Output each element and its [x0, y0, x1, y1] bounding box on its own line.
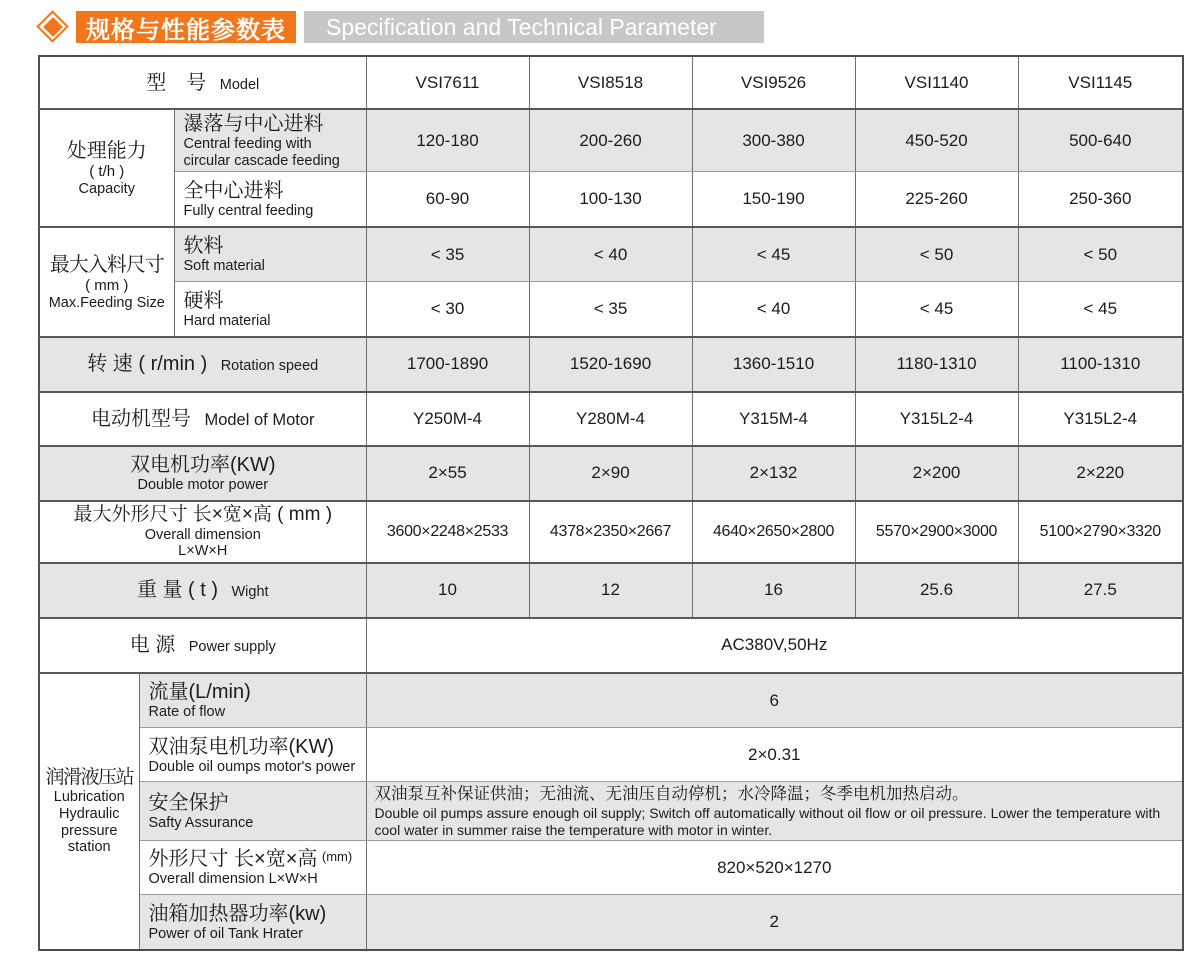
- value-cell: [855, 109, 1018, 172]
- pump-power-label: [139, 728, 366, 782]
- value-cell: [529, 501, 692, 563]
- cascade-label-zh: 瀑落与中心进料: [183, 113, 324, 135]
- lub-dim-label: [139, 841, 366, 895]
- weight-label-en: Wight: [231, 584, 269, 601]
- feeding-group-label: [39, 227, 174, 337]
- hard-label-en: Hard material: [183, 312, 271, 329]
- value-cell: [529, 282, 692, 337]
- model-name: VSI1140: [904, 72, 969, 92]
- row-capacity-cascade: [39, 109, 1183, 172]
- heater-label: [139, 895, 366, 950]
- flow-label-en: Rate of flow: [148, 704, 226, 721]
- motor-power-label-en: Double motor power: [137, 477, 269, 493]
- model-label-zh: 型 号: [146, 71, 207, 94]
- cascade-label-en1: Central feeding with: [183, 136, 312, 152]
- soft-value: < 50: [1083, 244, 1118, 264]
- value-cell: [366, 563, 529, 618]
- model-name: VSI9526: [740, 72, 807, 92]
- row-model: [39, 56, 1183, 109]
- lub-dim-label-unit: (mm): [321, 849, 353, 865]
- rotation-value: 1100-1310: [1060, 354, 1141, 374]
- value-cell: [1018, 282, 1183, 337]
- row-weight: [39, 563, 1183, 618]
- row-lub-heater: [39, 895, 1183, 950]
- value-cell: [855, 392, 1018, 446]
- lub-dim-label-en: Overall dimension L×W×H: [148, 871, 318, 888]
- capacity-unit: ( t/h ): [89, 162, 125, 180]
- hard-value: < 40: [756, 299, 791, 319]
- value-cell: [529, 337, 692, 392]
- value-cell: [855, 172, 1018, 227]
- soft-label-zh: 软料: [183, 235, 224, 258]
- overall-dim-label-en2: L×W×H: [178, 543, 228, 560]
- row-rotation-speed: [39, 337, 1183, 392]
- flow-value-cell: [366, 673, 1183, 728]
- value-cell: [692, 172, 855, 227]
- heater-label-zh: 油箱加热器功率(kw): [148, 902, 327, 925]
- motor-model-value: Y315L2-4: [899, 408, 974, 428]
- motor-power-value: 2×90: [591, 463, 630, 483]
- row-capacity-central: [39, 172, 1183, 227]
- value-cell: [366, 392, 529, 446]
- value-cell: [529, 446, 692, 501]
- row-feeding-soft: [39, 227, 1183, 282]
- safety-label-zh: 安全保护: [148, 791, 229, 814]
- value-cell: [855, 337, 1018, 392]
- value-cell: [366, 282, 529, 337]
- overall-dim-label-zh: 最大外形尺寸 长×宽×高 ( mm ): [73, 503, 333, 525]
- central-value: 225-260: [905, 189, 968, 209]
- soft-value: < 35: [430, 244, 465, 264]
- cascade-value: 450-520: [905, 130, 968, 150]
- safety-value-en: Double oil pumps assure enough oil supply; Switch off automatically without oil flow or oil pressure. Lower the temperature with cool water in summer raise the temperature with motor in winter.: [374, 805, 1161, 838]
- model-header-cell: [855, 56, 1018, 109]
- soft-value: < 45: [756, 244, 791, 264]
- motor-power-label-zh: 双电机功率(KW): [129, 454, 276, 476]
- cascade-value: 500-640: [1069, 130, 1132, 150]
- lub-dim-label-zh: 外形尺寸 长×宽×高: [148, 848, 318, 871]
- rotation-value: 1520-1690: [569, 354, 652, 374]
- central-label-en: Fully central feeding: [183, 202, 314, 219]
- capacity-group-label: [39, 109, 174, 227]
- central-feeding-label: [174, 172, 366, 227]
- model-label-en: Model: [219, 76, 260, 93]
- safety-label-en: Safty Assurance: [148, 814, 254, 831]
- pump-power-value: 2×0.31: [748, 744, 801, 764]
- lub-dim-value: 820×520×1270: [717, 857, 832, 877]
- central-value: 100-130: [579, 189, 642, 209]
- motor-power-value: 2×132: [749, 463, 798, 483]
- hard-value: < 30: [430, 299, 465, 319]
- diamond-icon: [34, 8, 72, 46]
- hard-value: < 35: [593, 299, 628, 319]
- lubrication-label-en1: Lubrication: [53, 789, 125, 806]
- overall-dim-value: 5100×2790×3320: [1039, 522, 1161, 540]
- motor-model-value: Y280M-4: [576, 408, 645, 428]
- overall-dim-value: 5570×2900×3000: [875, 522, 998, 540]
- model-header-cell: [529, 56, 692, 109]
- value-cell: [366, 227, 529, 282]
- weight-value: 12: [601, 580, 620, 600]
- motor-model-label-zh: 电动机型号: [91, 407, 191, 430]
- model-header-cell: [692, 56, 855, 109]
- feeding-label-zh: 最大入料尺寸: [49, 253, 164, 276]
- weight-value: 27.5: [1083, 580, 1117, 600]
- soft-label-en: Soft material: [183, 258, 265, 275]
- page-title-chinese: 规格与性能参数表: [76, 11, 296, 43]
- value-cell: [855, 446, 1018, 501]
- value-cell: [1018, 446, 1183, 501]
- lubrication-label-zh: 润滑液压站: [45, 766, 133, 788]
- flow-label: [139, 673, 366, 728]
- value-cell: [529, 227, 692, 282]
- rotation-label-zh: 转 速 ( r/min ): [87, 353, 208, 376]
- row-power-supply: [39, 618, 1183, 673]
- power-supply-label-en: Power supply: [188, 639, 276, 656]
- overall-dim-label: [39, 501, 366, 563]
- flow-label-zh: 流量(L/min): [148, 681, 251, 704]
- value-cell: [366, 446, 529, 501]
- value-cell: [855, 227, 1018, 282]
- value-cell: [366, 109, 529, 172]
- hard-value: < 45: [919, 299, 954, 319]
- lubrication-label-en3: pressure: [61, 822, 118, 839]
- value-cell: [1018, 227, 1183, 282]
- value-cell: [692, 392, 855, 446]
- value-cell: [692, 563, 855, 618]
- power-supply-value-cell: [366, 618, 1183, 673]
- motor-power-value: 2×200: [912, 463, 961, 483]
- value-cell: [529, 172, 692, 227]
- overall-dim-value: 4378×2350×2667: [549, 522, 672, 540]
- lub-dim-value-cell: [366, 841, 1183, 895]
- row-motor-model: [39, 392, 1183, 446]
- value-cell: [692, 337, 855, 392]
- safety-value-cell: [366, 782, 1183, 841]
- cascade-value: 120-180: [416, 130, 479, 150]
- weight-value: 10: [438, 580, 457, 600]
- value-cell: [1018, 501, 1183, 563]
- rotation-value: 1180-1310: [896, 354, 977, 374]
- motor-power-value: 2×220: [1076, 463, 1125, 483]
- motor-model-label: [39, 392, 366, 446]
- cascade-value: 200-260: [579, 130, 642, 150]
- row-lub-pump-power: [39, 728, 1183, 782]
- lubrication-group-label: [39, 673, 139, 950]
- motor-model-value: Y315L2-4: [1063, 408, 1138, 428]
- lubrication-label-en2: Hydraulic: [59, 806, 120, 823]
- value-cell: [529, 563, 692, 618]
- pump-power-label-en: Double oil oumps motor's power: [148, 758, 356, 775]
- value-cell: [692, 109, 855, 172]
- value-cell: [1018, 337, 1183, 392]
- capacity-label-zh: 处理能力: [66, 139, 147, 162]
- model-header-cell: [366, 56, 529, 109]
- lubrication-label-en4: station: [67, 839, 111, 856]
- overall-dim-value: 3600×2248×2533: [386, 522, 509, 540]
- model-name: VSI7611: [415, 72, 480, 92]
- safety-label: [139, 782, 366, 841]
- value-cell: [855, 501, 1018, 563]
- value-cell: [529, 109, 692, 172]
- heater-label-en: Power of oil Tank Hrater: [148, 925, 303, 942]
- hard-value: < 45: [1083, 299, 1118, 319]
- pump-power-value-cell: [366, 728, 1183, 782]
- hard-label-zh: 硬料: [183, 289, 224, 312]
- page-header: [34, 8, 764, 46]
- flow-value: 6: [769, 690, 779, 710]
- power-supply-label-zh: 电 源: [129, 634, 176, 657]
- weight-label: [39, 563, 366, 618]
- rotation-value: 1360-1510: [732, 354, 815, 374]
- motor-power-value: 2×55: [428, 463, 467, 483]
- soft-material-label: [174, 227, 366, 282]
- weight-label-zh: 重 量 ( t ): [136, 579, 219, 602]
- row-lub-flow: [39, 673, 1183, 728]
- motor-model-value: Y250M-4: [413, 408, 482, 428]
- model-name: VSI1145: [1068, 72, 1133, 92]
- cascade-value: 300-380: [742, 130, 805, 150]
- rotation-label-en: Rotation speed: [220, 358, 319, 375]
- row-lub-safety: [39, 782, 1183, 841]
- motor-power-label: [39, 446, 366, 501]
- power-supply-label: [39, 618, 366, 673]
- cascade-feeding-label: [174, 109, 366, 172]
- value-cell: [692, 227, 855, 282]
- row-feeding-hard: [39, 282, 1183, 337]
- hard-material-label: [174, 282, 366, 337]
- weight-value: 16: [764, 580, 783, 600]
- row-lub-dimension: [39, 841, 1183, 895]
- model-name: VSI8518: [577, 72, 644, 92]
- power-supply-value: AC380V,50Hz: [721, 635, 828, 655]
- pump-power-label-zh: 双油泵电机功率(KW): [148, 735, 335, 758]
- value-cell: [366, 337, 529, 392]
- central-value: 150-190: [742, 189, 805, 209]
- value-cell: [1018, 109, 1183, 172]
- rotation-label: [39, 337, 366, 392]
- value-cell: [1018, 172, 1183, 227]
- page-title-english: Specification and Technical Parameter: [304, 11, 764, 43]
- value-cell: [855, 282, 1018, 337]
- model-header-cell: [1018, 56, 1183, 109]
- soft-value: < 50: [919, 244, 954, 264]
- value-cell: [1018, 392, 1183, 446]
- row-overall-dimension: [39, 501, 1183, 563]
- central-value: 60-90: [425, 189, 470, 209]
- cascade-label-en2: circular cascade feeding: [183, 152, 340, 169]
- value-cell: [529, 392, 692, 446]
- model-row-label: [39, 56, 366, 109]
- motor-model-value: Y315M-4: [739, 408, 808, 428]
- rotation-value: 1700-1890: [406, 354, 489, 374]
- value-cell: [692, 446, 855, 501]
- row-motor-power: [39, 446, 1183, 501]
- value-cell: [1018, 563, 1183, 618]
- value-cell: [692, 501, 855, 563]
- value-cell: [855, 563, 1018, 618]
- heater-value-cell: [366, 895, 1183, 950]
- soft-value: < 40: [593, 244, 628, 264]
- feeding-unit: ( mm ): [85, 276, 129, 294]
- overall-dim-label-en1: Overall dimension: [144, 526, 261, 543]
- weight-value: 25.6: [919, 580, 954, 600]
- safety-value-zh: 双油泵互补保证供油；无油流、无油压自动停机；水冷降温；冬季电机加热启动。: [374, 785, 969, 804]
- capacity-label-en: Capacity: [78, 180, 135, 197]
- specification-table: [38, 55, 1184, 951]
- value-cell: [366, 172, 529, 227]
- feeding-label-en: Max.Feeding Size: [48, 294, 165, 311]
- value-cell: [692, 282, 855, 337]
- heater-value: 2: [769, 911, 779, 931]
- overall-dim-value: 4640×2650×2800: [712, 522, 835, 540]
- central-value: 250-360: [1069, 189, 1132, 209]
- motor-model-label-en: Model of Motor: [204, 410, 315, 429]
- central-label-zh: 全中心进料: [183, 179, 284, 202]
- value-cell: [366, 501, 529, 563]
